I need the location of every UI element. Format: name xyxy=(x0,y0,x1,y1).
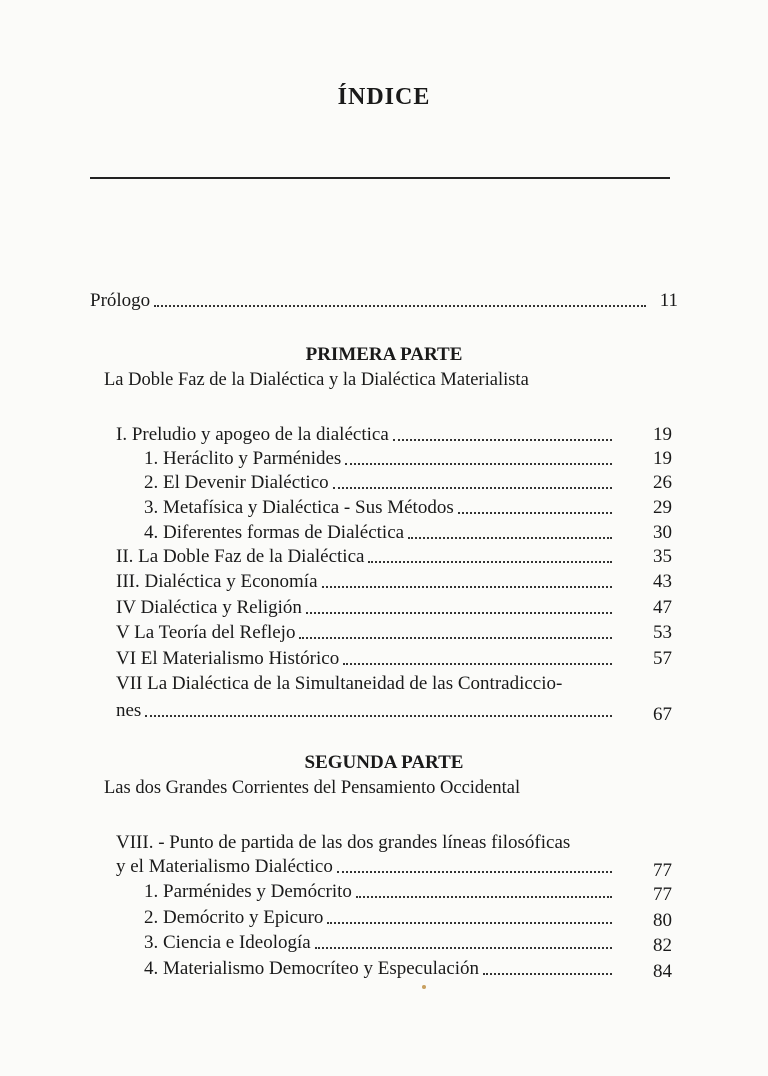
toc-entry-page: 82 xyxy=(653,935,672,956)
toc-entry[interactable] xyxy=(144,448,672,470)
toc-entry[interactable] xyxy=(144,497,672,519)
toc-entry-label: 2. Demócrito y Epicuro xyxy=(144,907,324,928)
toc-entry-page: 80 xyxy=(653,910,672,931)
part-two-heading: SEGUNDA PARTE xyxy=(304,752,464,773)
toc-entry-label: I. Preludio y apogeo de la dialéctica xyxy=(116,424,389,445)
toc-entry[interactable] xyxy=(144,522,672,544)
dot-leader xyxy=(145,715,612,717)
toc-entry-label: IV Dialéctica y Religión xyxy=(116,597,302,618)
toc-entry-page: 19 xyxy=(653,448,672,469)
dot-leader xyxy=(483,973,612,975)
toc-entry-page: 43 xyxy=(653,571,672,592)
dot-leader xyxy=(333,487,612,489)
toc-entry-label: 4. Materialismo Democríteo y Especulación xyxy=(144,958,480,979)
toc-entry-page: 29 xyxy=(653,497,672,518)
toc-entry[interactable] xyxy=(116,546,672,568)
toc-entry-label: III. Dialéctica y Economía xyxy=(116,571,318,592)
dot-leader xyxy=(368,561,612,563)
toc-entry[interactable] xyxy=(116,622,672,644)
toc-entry-page: 47 xyxy=(653,597,672,618)
toc-entry-page: 84 xyxy=(653,961,672,982)
title-divider xyxy=(90,177,670,179)
toc-entry[interactable] xyxy=(116,571,672,593)
toc-entry[interactable] xyxy=(116,700,672,725)
dot-leader xyxy=(345,463,612,465)
dot-leader xyxy=(408,537,612,539)
toc-entry-label: y el Materialismo Dialéctico xyxy=(116,856,333,877)
toc-entry-label: II. La Doble Faz de la Dialéctica xyxy=(116,546,365,567)
toc-entry-label: 1. Heráclito y Parménides xyxy=(144,448,342,469)
toc-entry[interactable] xyxy=(144,932,672,956)
toc-entry-label: Prólogo xyxy=(90,290,151,311)
part-one-subtitle: La Doble Faz de la Dialéctica y la Dialéctica Materialista xyxy=(104,370,529,390)
toc-entry[interactable] xyxy=(144,907,672,931)
dot-leader xyxy=(306,612,612,614)
toc-entry-page: 19 xyxy=(653,424,672,445)
dot-leader xyxy=(315,947,612,949)
dot-leader xyxy=(154,305,646,307)
toc-entry-page: 30 xyxy=(653,522,672,543)
toc-entry[interactable] xyxy=(144,958,672,982)
dot-leader xyxy=(356,896,612,898)
dot-leader xyxy=(458,512,612,514)
part-two-subtitle: Las dos Grandes Corrientes del Pensamiento Occidental xyxy=(104,778,521,798)
toc-entry[interactable] xyxy=(116,424,672,446)
toc-entry[interactable] xyxy=(144,881,672,905)
dot-leader xyxy=(393,439,612,441)
toc-entry-page: 11 xyxy=(659,290,678,311)
dot-leader xyxy=(322,586,612,588)
toc-entry-label: V La Teoría del Reflejo xyxy=(116,622,296,643)
toc-entry[interactable] xyxy=(116,597,672,619)
dot-leader xyxy=(327,922,612,924)
toc-entry-label: nes xyxy=(116,700,142,721)
toc-entry[interactable] xyxy=(116,648,672,670)
toc-entry-page: 67 xyxy=(653,704,672,725)
toc-entry-page: 77 xyxy=(653,860,672,881)
toc-entry-label: 3. Ciencia e Ideología xyxy=(144,932,311,953)
toc-entry-label: 1. Parménides y Demócrito xyxy=(144,881,352,902)
toc-entry-label: 4. Diferentes formas de Dialéctica xyxy=(144,522,405,543)
part-one-heading: PRIMERA PARTE xyxy=(305,344,463,365)
toc-entry-label-line1[interactable]: VII La Dialéctica de la Simultaneidad de las Contradiccio- xyxy=(116,673,563,694)
toc-entry-page: 77 xyxy=(653,884,672,905)
toc-entry-page: 35 xyxy=(653,546,672,567)
toc-entry-page: 57 xyxy=(653,648,672,669)
toc-entry-prologue[interactable] xyxy=(90,290,678,312)
toc-entry[interactable] xyxy=(144,472,672,494)
dot-leader xyxy=(299,637,612,639)
toc-entry-page: 53 xyxy=(653,622,672,643)
toc-entry-label: VI El Materialismo Histórico xyxy=(116,648,340,669)
dot-leader xyxy=(337,871,612,873)
ink-speck xyxy=(422,985,426,989)
toc-entry-label: 3. Metafísica y Dialéctica - Sus Métodos xyxy=(144,497,454,518)
dot-leader xyxy=(343,663,612,665)
page-title: ÍNDICE xyxy=(337,84,431,110)
toc-entry-page: 26 xyxy=(653,472,672,493)
toc-entry[interactable] xyxy=(116,856,672,881)
toc-entry-label: 2. El Devenir Dialéctico xyxy=(144,472,329,493)
toc-entry-label-line1[interactable]: VIII. - Punto de partida de las dos grandes líneas filosóficas xyxy=(116,832,571,853)
